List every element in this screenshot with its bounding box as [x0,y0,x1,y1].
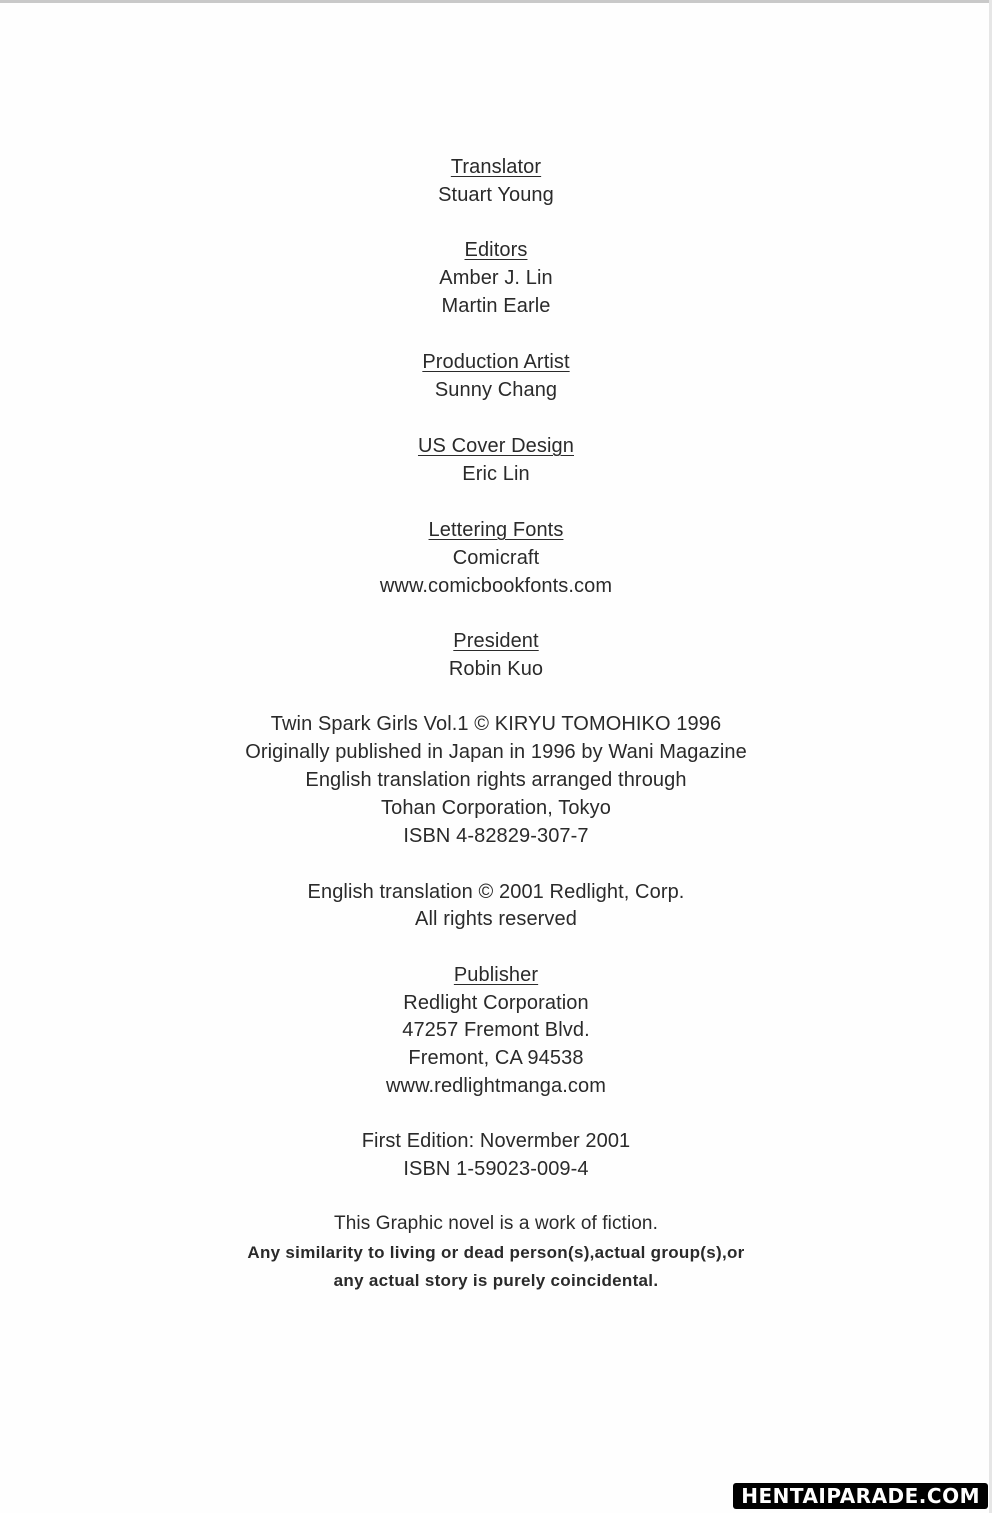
first-edition-line: First Edition: Novermber 2001 [361,1130,631,1152]
credit-name-production-artist: Sunny Chang [434,379,558,401]
credit-heading-lettering-fonts: Lettering Fonts [428,519,564,541]
credit-name-editor-1: Amber J. Lin [439,267,553,289]
all-rights-reserved-line: All rights reserved [415,908,577,930]
credit-heading-translator: Translator [450,156,542,178]
translation-copyright-line: English translation © 2001 Redlight, Corp. [307,881,685,903]
original-isbn-line: ISBN 4-82829-307-7 [403,825,589,847]
credit-name-lettering-fonts: Comicraft [452,547,540,569]
publisher-url: www.redlightmanga.com [386,1075,606,1097]
similarity-disclaimer-line-1: Any similarity to living or dead person(s),actual group(s),or [247,1243,745,1262]
credit-heading-president: President [453,630,539,652]
translation-rights-line: English translation rights arranged through [305,769,687,791]
edition-isbn-line: ISBN 1-59023-009-4 [403,1158,589,1180]
fiction-statement: This Graphic novel is a work of fiction. [334,1213,658,1234]
similarity-disclaimer-line-2: any actual story is purely coincidental. [333,1271,659,1290]
publisher-city: Fremont, CA 94538 [408,1047,584,1069]
top-edge-rule [0,0,992,3]
credit-name-cover-design: Eric Lin [462,463,530,485]
credit-name-translator: Stuart Young [438,184,554,206]
publisher-heading: Publisher [453,964,539,986]
publisher-name: Redlight Corporation [403,992,589,1014]
credit-heading-cover-design: US Cover Design [417,435,574,457]
credit-name-editor-2: Martin Earle [441,295,551,317]
publisher-street: 47257 Fremont Blvd. [402,1019,590,1041]
credit-name-president: Robin Kuo [448,658,544,680]
original-publication-line: Originally published in Japan in 1996 by Wani Magazine [245,741,747,763]
credit-heading-production-artist: Production Artist [422,351,570,373]
credit-url-lettering-fonts: www.comicbookfonts.com [379,575,613,597]
credit-heading-editors: Editors [464,239,528,261]
original-copyright-line: Twin Spark Girls Vol.1 © KIRYU TOMOHIKO 1996 [270,713,722,735]
rights-agency-line: Tohan Corporation, Tokyo [381,797,611,819]
site-watermark: HENTAIPARADE.COM [733,1483,988,1509]
